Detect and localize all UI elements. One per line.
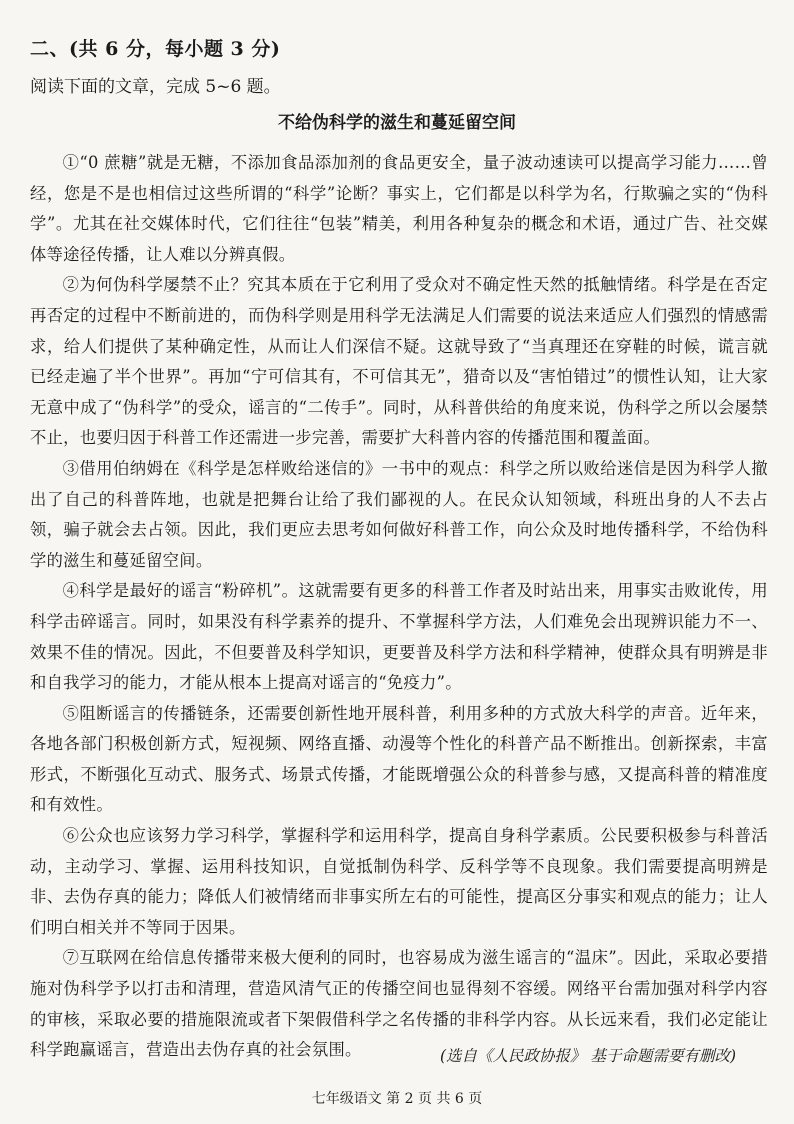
paragraph-1: ①“0 蔗糖”就是无糖，不添加食品添加剂的食品更安全，量子波动速读可以提高学习能力……曾经，您是不是也相信过这些所谓的“科学”论断？事实上，它们都是以科学为名，行欺骗之实的“伪科学”。尤其在社交媒体时代，它们往往“包装”精美，利用各种复杂的概念和术语，通过广告、社交媒体等途径传播，让人难以分辨真假。 (30, 153, 768, 264)
reading-instruction: 阅读下面的文章，完成 5~6 题。 (30, 77, 281, 97)
paragraph-4: ④科学是最好的谣言“粉碎机”。这就需要有更多的科普工作者及时站出来，用事实击败讹传，用科学击碎谣言。同时，如果没有科学素养的提升、不掌握科学方法，人们难免会出现辨识能力不一、效果不佳的情况。因此，不但要普及科学知识，更要普及科学方法和科学精神，使群众具有明辨是非和自我学习的能力，才能从根本上提高对谣言的“免疫力”。 (30, 581, 768, 693)
paragraph-7: ⑦互联网在给信息传播带来极大便利的同时，也容易成为滋生谣言的“温床”。因此，采取必要措施对伪科学予以打击和清理，营造风清气正的传播空间也显得刻不容缓。网络平台需加强对科学内容的审核，采取必要的措施限流或者下架假借科学之名传播的非科学内容。从长远来看，我们必定能让科学跑赢谣言，营造出去伪存真的社会氛围。 (30, 948, 768, 1060)
paragraph-5: ⑤阻断谣言的传播链条，还需要创新性地开展科普，利用多种的方式放大科学的声音。近年来，各地各部门积极创新方式，短视频、网络直播、动漫等个性化的科普产品不断推出。创新探索，丰富形式，不断强化互动式、服务式、场景式传播，才能既增强公众的科普参与感，又提高科普的精准度和有效性。 (30, 703, 768, 815)
paragraph-2: ②为何伪科学屡禁不止？究其本质在于它利用了受众对不确定性天然的抵触情绪。科学是在否定再否定的过程中不断前进的，而伪科学则是用科学无法满足人们需要的说法来适应人们强烈的情感需求，给人们提供了某种确定性，从而让人们深信不疑。这就导致了“当真理还在穿鞋的时候，谎言就已经走遍了半个世界”。再加“宁可信其有，不可信其无”，猎奇以及“害怕错过”的惯性认知，让大家无意中成了“伪科学”的受众，谣言的“二传手”。同时，从科普供给的角度来说，伪科学之所以会屡禁不止，也要归因于科普工作还需进一步完善，需要扩大科普内容的传播范围和覆盖面。 (30, 275, 768, 448)
article-source: (选自《人民政协报》 基于命题需要有删改) (439, 1047, 736, 1065)
section-header: 二、(共 6 分，每小题 3 分) (30, 38, 281, 60)
article-title: 不给伪科学的滋生和蔓延留空间 (278, 113, 516, 133)
paragraph-6: ⑥公众也应该努力学习科学，掌握科学和运用科学，提高自身科学素质。公民要积极参与科普活动，主动学习、掌握、运用科技知识，自觉抵制伪科学、反科学等不良现象。我们需要提高明辨是非、去伪存真的能力；降低人们被情绪而非事实所左右的可能性，提高区分事实和观点的能力；让人们明白相关并不等同于因果。 (30, 826, 768, 937)
paragraph-3: ③借用伯纳姆在《科学是怎样败给迷信的》一书中的观点：科学之所以败给迷信是因为科学人撤出了自己的科普阵地，也就是把舞台让给了我们鄙视的人。在民众认知领域，科班出身的人不去占领，骗子就会去占领。因此，我们更应去思考如何做好科普工作，向公众及时地传播科学，不给伪科学的滋生和蔓延留空间。 (30, 458, 768, 570)
article-body (30, 148, 768, 1066)
page-footer: 七年级语文 第 2 页 共 6 页 (311, 1091, 483, 1107)
